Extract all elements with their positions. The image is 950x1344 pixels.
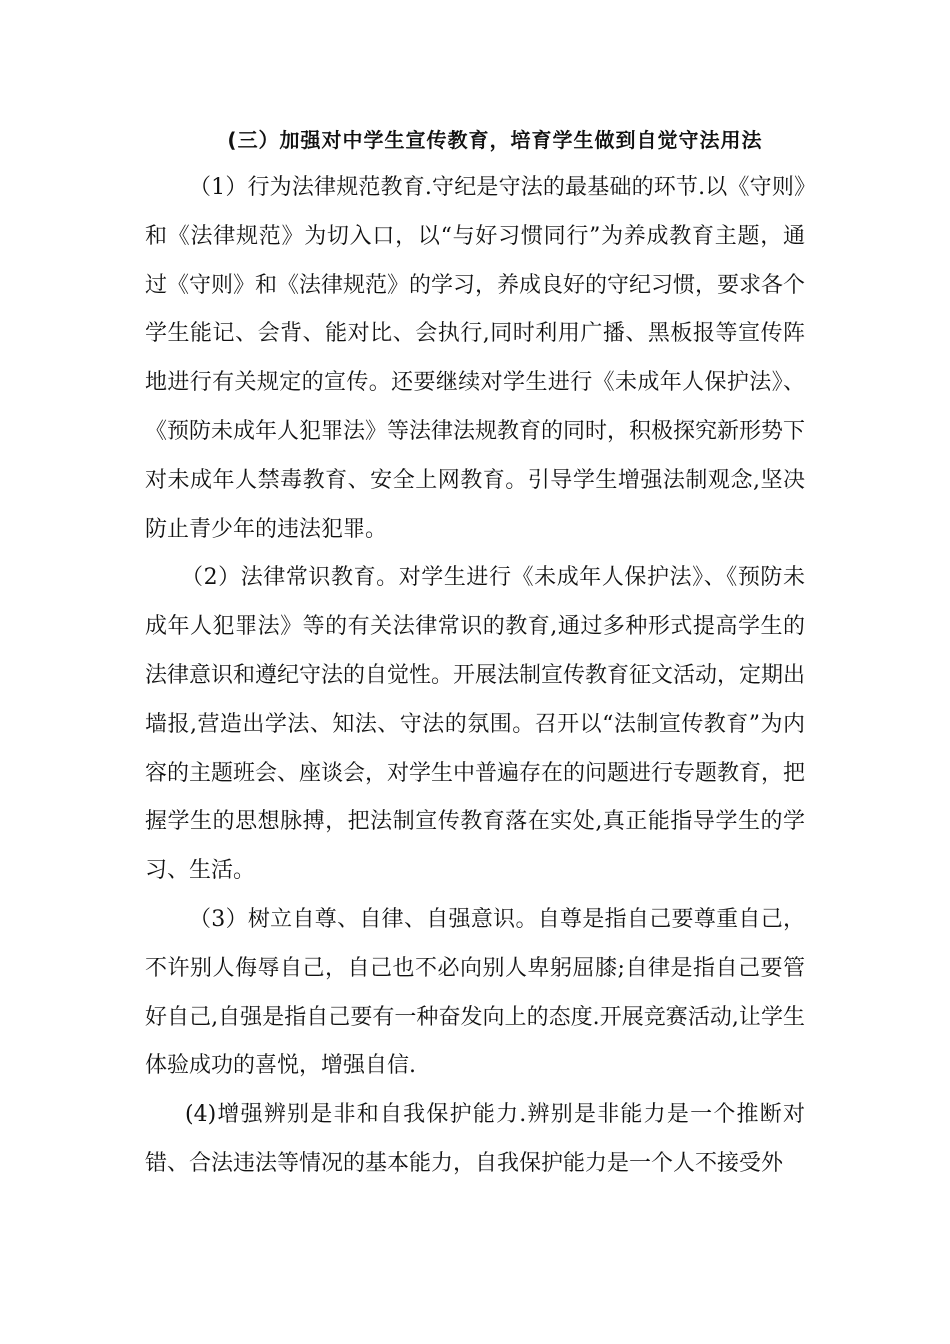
paragraph-legal-knowledge: （2）法律常识教育。对学生进行《未成年人保护法》、《预防未成年人犯罪法》等的有关法律常识的教育,通过多种形式提高学生的法律意识和遵纪守法的自觉性。开展法制宣传教育征文活动，定期出墙报,营造出学法、知法、守法的氛围。召开以“法制宣传教育”为内容的主题班会、座谈会，对学生中普遍存在的问题进行专题教育，把握学生的思想脉搏，把法制宣传教育落在实处,真正能指导学生的学习、生活。	[145, 565, 806, 884]
paragraph-behavior-norms: （1）行为法律规范教育.守纪是守法的最基础的环节.以《守则》和《法律规范》为切入口，以“与好习惯同行”为养成教育主题，通过《守则》和《法律规范》的学习，养成良好的守纪习惯，要求各个学生能记、会背、能对比、会执行,同时利用广播、黑板报等宣传阵地进行有关规定的宣传。还要继续对学生进行《未成年人保护法》、《预防未成年人犯罪法》等法律法规教育的同时，积极探究新形势下对未成年人禁毒教育、安全上网教育。引导学生增强法制观念,坚决防止青少年的违法犯罪。	[145, 175, 806, 542]
document-body	[145, 164, 805, 1189]
paragraph-self-respect: （3）树立自尊、自律、自强意识。自尊是指自己要尊重自己，不许别人侮辱自己，自己也不必向别人卑躬屈膝;自律是指自己要管好自己,自强是指自己要有一种奋发向上的态度.开展竞赛活动,让学生体验成功的喜悦，增强自信.	[145, 906, 805, 1079]
paragraph-self-protection: (4)增强辨别是非和自我保护能力.辨别是非能力是一个推断对错、合法违法等情况的基本能力，自我保护能力是一个人不接受外	[145, 1102, 805, 1176]
section-heading: (三）加强对中学生宣传教育，培育学生做到自觉守法用法	[227, 128, 763, 152]
